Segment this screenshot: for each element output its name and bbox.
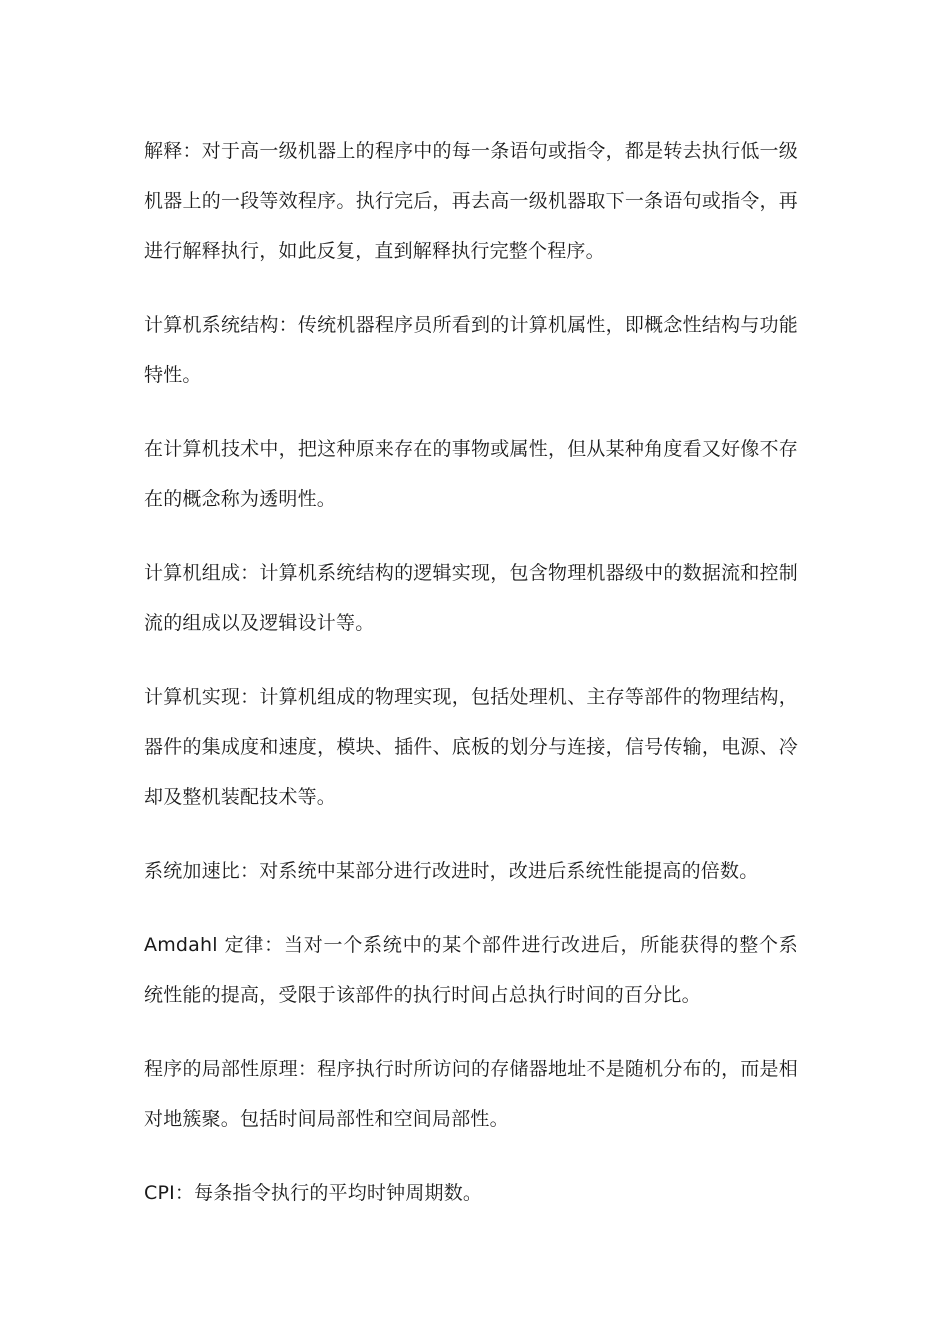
paragraph-transparency: 在计算机技术中，把这种原来存在的事物或属性，但从某种角度看又好像不存在的概念称为透明性。 — [144, 438, 798, 510]
paragraph-system-speedup: 系统加速比：对系统中某部分进行改进时，改进后系统性能提高的倍数。 — [144, 860, 759, 882]
paragraph-computer-implementation: 计算机实现：计算机组成的物理实现，包括处理机、主存等部件的物理结构，器件的集成度和速度，模块、插件、底板的划分与连接，信号传输，电源、冷却及整机装配技术等。 — [144, 686, 798, 808]
paragraph-cpi: CPI：每条指令执行的平均时钟周期数。 — [144, 1182, 483, 1204]
document-body — [144, 126, 798, 1242]
paragraph-computer-organization: 计算机组成：计算机系统结构的逻辑实现，包含物理机器级中的数据流和控制流的组成以及逻辑设计等。 — [144, 562, 798, 634]
paragraph-locality-principle: 程序的局部性原理：程序执行时所访问的存储器地址不是随机分布的，而是相对地簇聚。包括时间局部性和空间局部性。 — [144, 1058, 798, 1130]
paragraph-interpretation: 解释：对于高一级机器上的程序中的每一条语句或指令，都是转去执行低一级机器上的一段等效程序。执行完后，再去高一级机器取下一条语句或指令，再进行解释执行，如此反复，直到解释执行完整个程序。 — [144, 140, 798, 262]
paragraph-amdahl-law: Amdahl 定律：当对一个系统中的某个部件进行改进后，所能获得的整个系统性能的提高，受限于该部件的执行时间占总执行时间的百分比。 — [144, 934, 798, 1006]
paragraph-computer-architecture: 计算机系统结构：传统机器程序员所看到的计算机属性，即概念性结构与功能特性。 — [144, 314, 798, 386]
